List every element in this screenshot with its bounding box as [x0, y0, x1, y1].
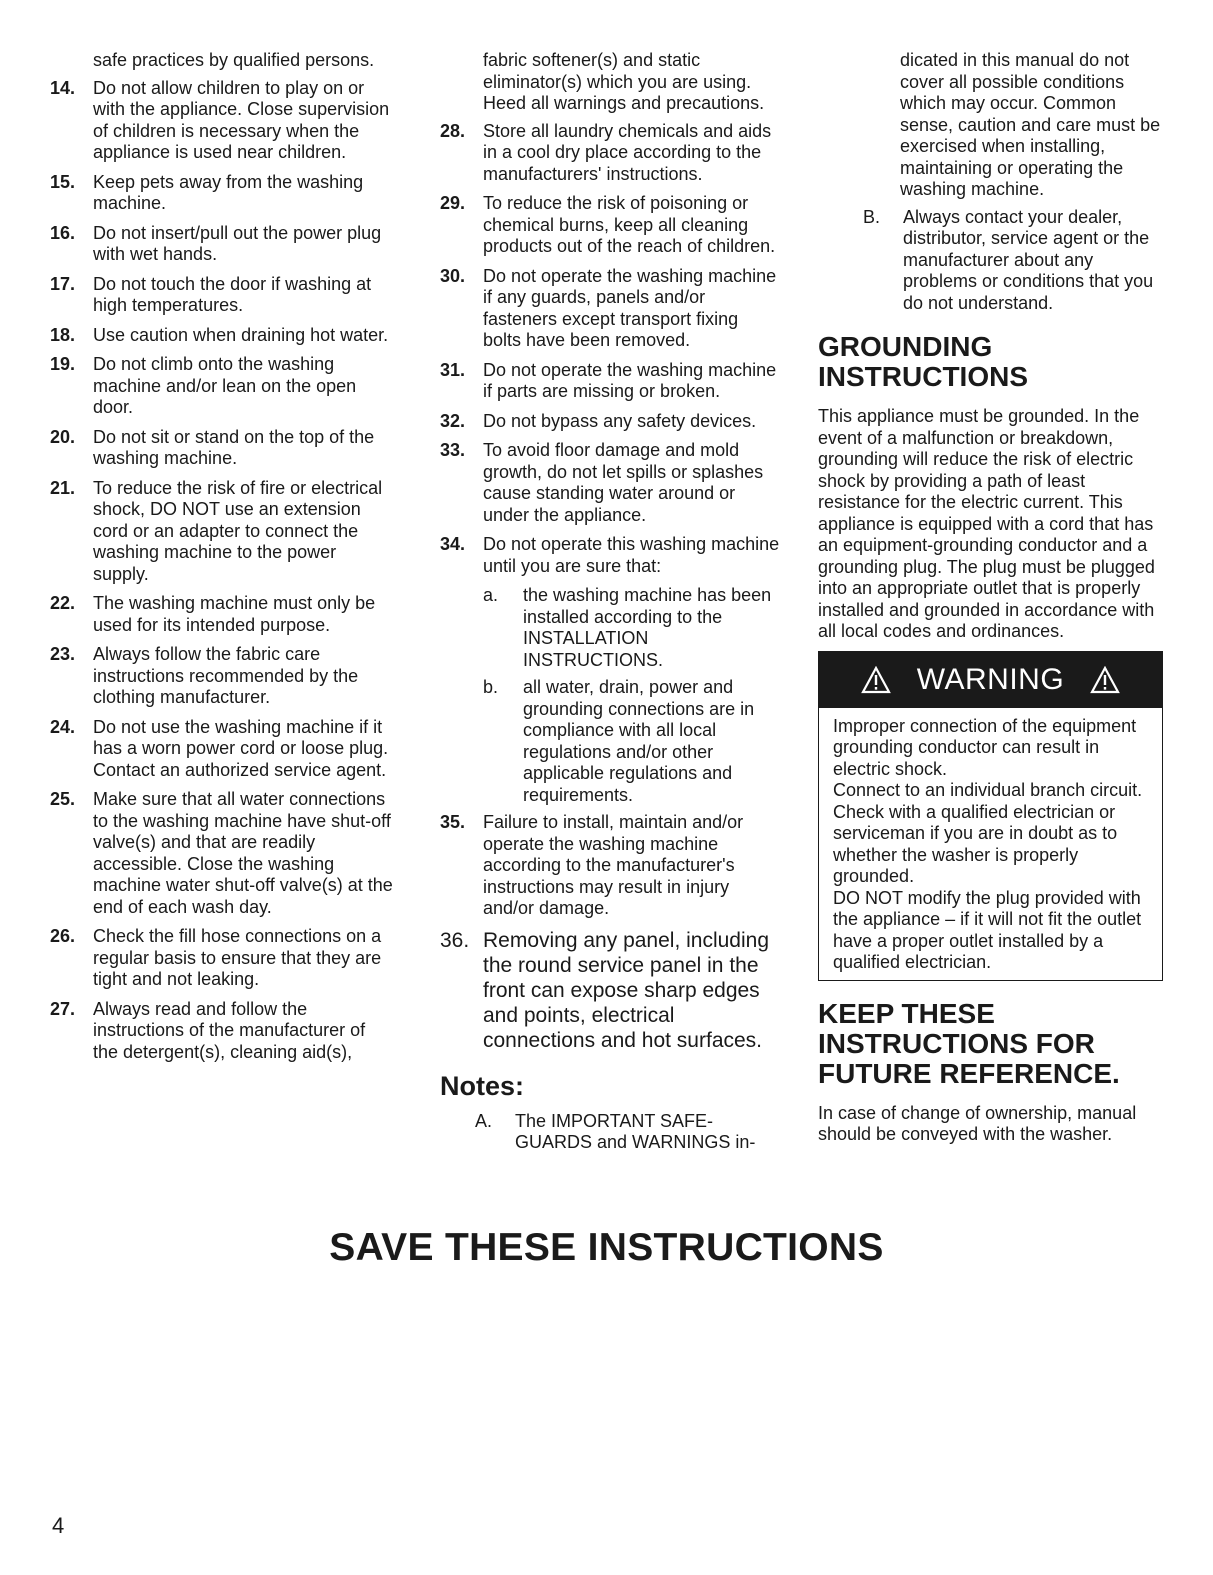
- sublist-text: all water, drain, power and grounding connections are in compliance with all local regulations and/or other applicable regulations and requirements.: [523, 677, 755, 805]
- list-item: [50, 593, 395, 636]
- item-number: 27.: [50, 998, 76, 1019]
- item-number: 15.: [50, 171, 76, 192]
- list-item: [50, 78, 395, 164]
- warning-banner: [819, 652, 1162, 708]
- list-item: [50, 644, 395, 709]
- item-text: Do not operate this washing machine until you are sure that:: [483, 534, 780, 576]
- item-number: 16.: [50, 222, 76, 243]
- item-text: Check the fill hose connections on a regular basis to ensure that they are tight and not leaking.: [93, 926, 382, 989]
- item-number: 35.: [440, 812, 466, 832]
- list-item: [50, 172, 395, 215]
- item-text: Always follow the fabric care instructions recommended by the clothing manufacturer.: [93, 644, 359, 707]
- safety-list: [50, 78, 395, 1064]
- item-34-sublist: [440, 585, 780, 806]
- note-item: [863, 207, 1163, 315]
- item-number: 23.: [50, 644, 76, 664]
- safety-list: [440, 121, 780, 578]
- item-text: Do not use the washing machine if it has a worn power cord or loose plug. Contact an authorized service agent.: [93, 716, 389, 780]
- list-item: [440, 411, 780, 433]
- warning-body: [819, 708, 1162, 980]
- item-text: The washing machine must only be used for its intended purpose.: [93, 593, 376, 635]
- page-number: 4: [52, 1513, 65, 1538]
- item-number: 26.: [50, 926, 76, 946]
- list-item: [440, 360, 780, 403]
- sublist-item: [483, 585, 780, 671]
- note-text: Always contact your dealer, distributor, service agent or the manufacturer about any problems or conditions that you do not understand.: [903, 206, 1154, 313]
- note-text: The IMPORTANT SAFE-GUARDS and WARNINGS in-: [515, 1110, 756, 1152]
- item-text: Make sure that all water connections to the washing machine have shut-off valve(s) and that are readily accessible. Close the washing machine water shut-off valve(s) at the end of each wash day.: [93, 789, 393, 917]
- item-number: 31.: [440, 359, 466, 380]
- continued-text: fabric softener(s) and static eliminator(s) which you are using. Heed all warnings and precautions.: [483, 50, 765, 113]
- item-text: To avoid floor damage and mold growth, do not let spills or splashes cause standing water around or under the appliance.: [483, 440, 764, 525]
- column-right: [818, 50, 1163, 1154]
- item-number: 28.: [440, 120, 466, 141]
- warning-triangle-icon: [861, 666, 891, 694]
- item-text: Do not sit or stand on the top of the washing machine.: [93, 426, 375, 468]
- item-text: Do not climb onto the washing machine and/or lean on the open door.: [93, 354, 357, 417]
- item-number: 30.: [440, 265, 466, 286]
- warning-triangle-icon: [1090, 666, 1120, 694]
- item-text: Do not touch the door if washing at high temperatures.: [93, 273, 372, 315]
- item-text: To reduce the risk of fire or electrical shock, DO NOT use an extension cord or an adapter to connect the washing machine to the power supply.: [93, 477, 383, 584]
- item-number: 21.: [50, 477, 76, 498]
- grounding-heading: GROUNDING INSTRUCTIONS: [818, 331, 1028, 392]
- warning-paragraph: DO NOT modify the plug provided with the appliance – if it will not fit the outlet have a proper outlet installed by a qualified electrician.: [833, 887, 1142, 972]
- item-number: 32.: [440, 410, 466, 431]
- grounding-text: This appliance must be grounded. In the event of a malfunction or breakdown, grounding will reduce the risk of electric shock by providing a path of least resistance for the electric current. This appliance is equipped with a cord that has an equipment-grounding conductor and a grounding plug. The plug must be plugged into an appropriate outlet that is properly installed and grounded in accordance with all local codes and ordinances.: [818, 406, 1155, 641]
- item-number: 36.: [440, 928, 470, 952]
- column-left: [50, 50, 395, 1071]
- list-item: [50, 274, 395, 317]
- list-item: [440, 812, 780, 920]
- item-text: Removing any panel, including the round service panel in the front can expose sharp edges and points, electrical connections and hot surfaces.: [483, 928, 770, 1052]
- warning-paragraph: Improper connection of the equipment grounding conductor can result in electric shock.: [833, 715, 1137, 779]
- item-text: Do not operate the washing machine if parts are missing or broken.: [483, 359, 777, 401]
- item-number: 33.: [440, 440, 466, 460]
- item-number: 19.: [50, 354, 76, 374]
- item-number: 17.: [50, 273, 76, 294]
- warning-paragraph: Check with a qualified electrician or serviceman if you are in doubt as to whether the washer is properly grounded.: [833, 801, 1118, 886]
- sublist-item: [483, 677, 780, 806]
- item-text: Do not allow children to play on or with the appliance. Close supervision of children is necessary when the appliance is used near children.: [93, 77, 390, 162]
- list-item: [50, 478, 395, 586]
- sublist-text: the washing machine has been installed according to the INSTALLATION INSTRUCTIONS.: [523, 585, 772, 670]
- list-item: [50, 427, 395, 470]
- item-number: 24.: [50, 716, 76, 737]
- item-text: Keep pets away from the washing machine.: [93, 171, 364, 213]
- item-text: Do not insert/pull out the power plug with wet hands.: [93, 222, 382, 264]
- list-item: [50, 223, 395, 266]
- list-item: [440, 440, 780, 526]
- item-text: To reduce the risk of poisoning or chemical burns, keep all cleaning products out of the reach of children.: [483, 193, 776, 256]
- list-item: [440, 193, 780, 258]
- list-item: [440, 928, 780, 1053]
- item-number: 20.: [50, 426, 76, 447]
- column-middle: [440, 50, 780, 1162]
- item-number: 34.: [440, 534, 466, 554]
- item-text: Store all laundry chemicals and aids in a cool dry place according to the manufacturers' instructions.: [483, 120, 772, 184]
- item-number: 14.: [50, 77, 76, 98]
- item-text: Do not operate the washing machine if any guards, panels and/or fasteners except transport fixing bolts have been removed.: [483, 265, 777, 350]
- list-item: [50, 717, 395, 782]
- sublist-letter: a.: [483, 585, 499, 605]
- list-item: [50, 999, 395, 1064]
- note-letter: B.: [863, 206, 881, 227]
- sublist-letter: b.: [483, 677, 499, 697]
- item-text: Do not bypass any safety devices.: [483, 410, 757, 431]
- list-item: [50, 926, 395, 991]
- list-item: [50, 354, 395, 419]
- keep-instructions-heading: KEEP THESE INSTRUCTIONS FOR FUTURE REFERENCE.: [818, 997, 1120, 1089]
- continued-text: dicated in this manual do not cover all possible conditions which may occur. Common sense, caution and care must be exercised when installing, maintaining or operating the washing machine.: [900, 50, 1161, 199]
- note-letter: A.: [475, 1110, 493, 1131]
- warning-box: [818, 651, 1163, 981]
- item-number: 22.: [50, 593, 76, 613]
- warning-paragraph: Connect to an individual branch circuit.: [833, 780, 1143, 800]
- item-text: Always read and follow the instructions of the manufacturer of the detergent(s), cleaning aid(s),: [93, 998, 366, 1062]
- item-text: Failure to install, maintain and/or operate the washing machine according to the manufacturer's instructions may result in injury and/or damage.: [483, 812, 744, 918]
- keep-instructions-text: In case of change of ownership, manual should be conveyed with the washer.: [818, 1102, 1137, 1144]
- note-item: [475, 1111, 780, 1154]
- save-instructions-heading: SAVE THESE INSTRUCTIONS: [329, 1226, 884, 1269]
- item-number: 25.: [50, 789, 76, 809]
- item-number: 29.: [440, 193, 466, 213]
- list-item: [50, 789, 395, 918]
- continued-text: safe practices by qualified persons.: [93, 50, 375, 70]
- notes-heading: Notes:: [440, 1070, 525, 1101]
- list-item: [50, 325, 395, 347]
- list-item: [440, 121, 780, 186]
- item-text: Use caution when draining hot water.: [93, 324, 389, 345]
- warning-label: WARNING: [916, 662, 1065, 696]
- item-number: 18.: [50, 324, 76, 345]
- list-item: [440, 266, 780, 352]
- list-item: [440, 534, 780, 577]
